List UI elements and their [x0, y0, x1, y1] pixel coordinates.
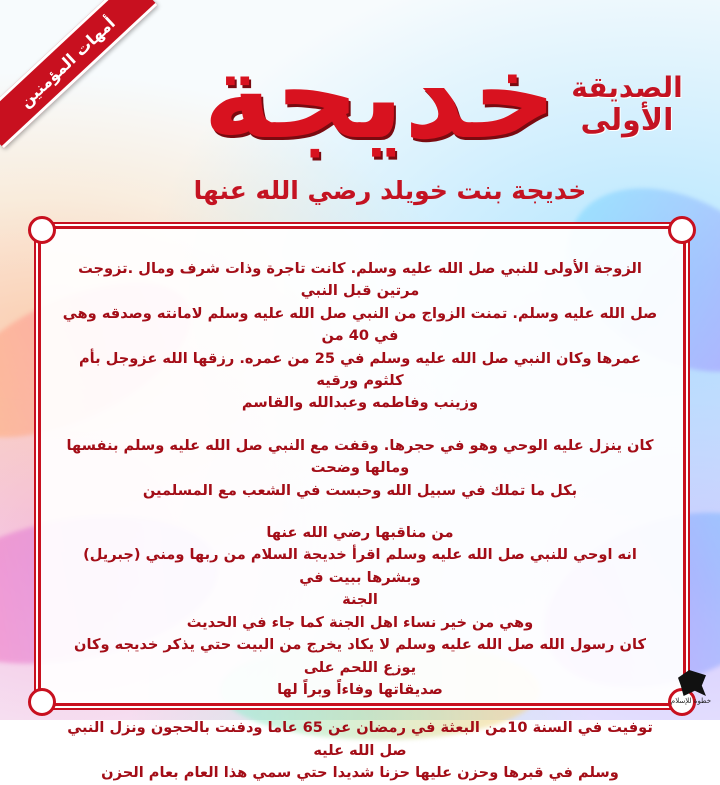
ribbon-label: أمهات المؤمنين [15, 13, 119, 111]
text-line: صديقاتها وفاءاً وبراً لها [277, 680, 443, 698]
subtitle: خديجة بنت خويلد رضي الله عنها [193, 176, 587, 205]
text-line: توفيت في السنة 10من البعثة في رمضان عن 65 عاما ودفنت بالحجون ونزل النبي صل الله عليه [67, 719, 653, 759]
text-line: كان رسول الله صل الله عليه وسلم لا يكاد يخرج من البيت حتي يذكر خديجه وكان يوزع اللحم على [74, 636, 646, 676]
text-line: الزوجة الأولى للنبي صل الله عليه وسلم. كانت تاجرة وذات شرف ومال .تزوجت مرتين قبل النبي [78, 260, 642, 300]
side-title [562, 72, 692, 138]
frame-corner [668, 216, 696, 244]
biography-text [58, 258, 662, 785]
text-line: عمرها وكان النبي صل الله عليه وسلم في 25 من عمره. رزقها الله عزوجل بأم كلثوم ورقيه [78, 349, 642, 390]
text-line: بكل ما تملك في سبيل الله وحبست في الشعب مع المسلمين [142, 481, 578, 499]
text-line: من مناقبها رضي الله عنها [266, 524, 454, 542]
text-line: وهي من خير نساء اهل الجنة كما جاء في الحديث [186, 613, 534, 631]
publisher-logo [668, 670, 714, 710]
text-line: انه اوحي للنبي صل الله عليه وسلم اقرأ خديجة السلام من ربها ومني (جبريل) وبشرها ببيت في [83, 546, 637, 586]
text-line: صل الله عليه وسلم. تمنت الزواج من النبي صل الله عليه وسلم لامانته وصدقه وهي في 40 من [62, 304, 658, 345]
logo-caption: خطوة للإسلام [670, 697, 712, 705]
text-line: الجنة [342, 591, 378, 609]
text-line: وزينب وفاطمه وعبدالله والقاسم [241, 394, 479, 412]
text-line: وسلم في قبرها وحزن عليها حزنا شديدا حتي سمي هذا العام بعام الحزن [101, 764, 619, 782]
text-line: كان ينزل عليه الوحي وهو في حجرها. وقفت مع النبي صل الله عليه وسلم بنفسها ومالها وضحت [66, 436, 654, 477]
frame-corner [28, 216, 56, 244]
horse-rider-icon [678, 670, 706, 696]
side-title-line1: الصديقة [571, 71, 683, 104]
main-title: خديجة [202, 26, 558, 165]
side-title-line2: الأولى [580, 103, 674, 138]
frame-corner [28, 688, 56, 716]
